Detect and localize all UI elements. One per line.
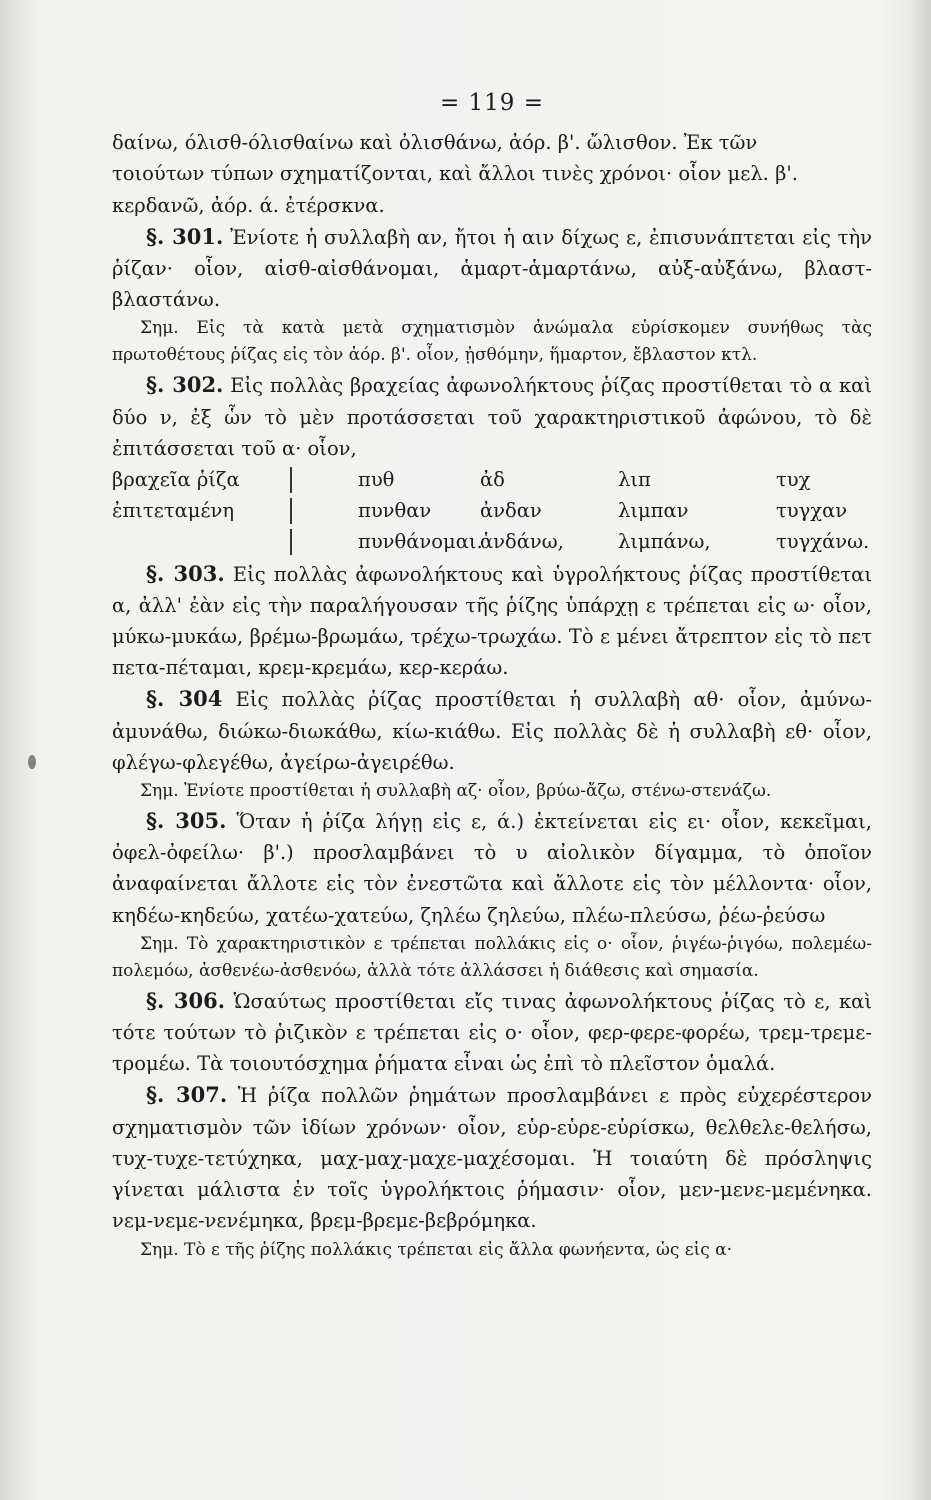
table-brace — [290, 498, 358, 524]
table-label-extended: ἐπιτεταμένη — [112, 499, 235, 523]
continued-line-3: κερδανῶ, ἀόρ. ά. ἐτέρσκνα. — [112, 193, 385, 217]
section-307 — [112, 1079, 872, 1236]
section-302 — [112, 369, 872, 464]
section-306 — [112, 985, 872, 1080]
note-4: Σημ. Τὸ ε τῆς ῥίζης πολλάκις τρέπεται εἰς ἄλλα φωνήεντα, ὡς εἰς α· — [140, 1239, 733, 1260]
ink-smudge — [28, 755, 36, 769]
table-cell: τυχ — [776, 468, 811, 492]
table-brace — [290, 529, 358, 555]
section-text: Ὅταν ἡ ῥίζα λήγῃ εἰς ε, ά.) ἐκτείνεται εἰς ει· οἷον, κεκεῖμαι, ὀφελ-ὀφείλω· β'.) προσλαμβάνει τὸ υ αἰολικὸν δίγαμμα, τὸ ὁποῖον ἀναφαίνεται ἄλλοτε εἰς τὸν ἐνεστῶτα καὶ ἄλλοτε εἰς τὸν μέλλοντα· οἷον, κηδέω-κηδεύω, χατέω-χατεύω, ζηλέω ζηλεύω, πλέω-πλεύσω, ῥέω-ῥεύσω — [112, 810, 872, 927]
section-303 — [112, 558, 872, 684]
section-text: Εἰς πολλὰς ῥίζας προστίθεται ἡ συλλαβὴ αθ· οἷον, ἀμύνω-ἀμυνάθω, διώκω-διωκάθω, κίω-κιάθω. Εἰς πολλὰς δὲ ἡ συλλαβὴ εθ· οἷον, φλέγω-φλεγέθω, ἀγείρω-ἀγειρέθω. — [112, 688, 872, 774]
section-text: Ὡσαύτως προστίθεται εἴς τινας ἀφωνολήκτους ῥίζας τὸ ε, καὶ τότε τούτων τὸ ῥιζικὸν ε τρέπεται εἰς ο· οἷον, φερ-φερε-φορέω, τρεμ-τρεμε-τρομέω. Τὰ τοιουτόσχημα ῥήματα εἶναι ὡς ἐπὶ τὸ πλεῖστον ὁμαλά. — [112, 989, 872, 1076]
table-cell: πυθ — [358, 468, 395, 492]
section-301 — [112, 221, 872, 316]
section-text: Ἡ ῥίζα πολλῶν ῥημάτων προσλαμβάνει ε πρὸς εὐχερέστερον σχηματισμὸν τῶν ἰδίων χρόνων· οἷον, εὑρ-εὑρε-εὑρίσκω, θελθελε-θελήσω, τυχ-τυχε-τετύχηκα, μαχ-μαχ-μαχε-μαχέσομαι. Ἡ τοιαύτη δὲ πρόσληψις γίνεται μάλιστα ἐν τοῖς ὑγρολήκτοις ῥήμασιν· οἷον, μεν-μενε-μεμένηκα. νεμ-νεμε-νενέμηκα, βρεμ-βρεμε-βεβρόμηκα. — [112, 1084, 872, 1233]
section-text: Εἰς πολλὰς ἀφωνολήκτους καὶ ὑγρολήκτους ῥίζας προστίθεται α, ἀλλ' ἐὰν εἰς τὴν παραλήγουσαν τῆς ῥίζης ὑπάρχῃ ε τρέπεται εἰς ω· οἷον, μύκω-μυκάω, βρέμω-βρωμάω, τρέχω-τρωχάω. Τὸ ε μένει ἄτρεπτον εἰς τὸ πετ πετα-πέταμαι, κρεμ-κρεμάω, κερ-κεράω. — [112, 562, 872, 680]
table-cell: τυγχάνω. — [776, 530, 870, 554]
note-2: Σημ. Ἐνίοτε προστίθεται ἡ συλλαβὴ αζ· οἷον, βρύω-ἄζω, στένω-στενάζω. — [140, 781, 772, 802]
section-text: Εἰς πολλὰς βραχείας ἀφωνολήκτους ῥίζας προστίθεται τὸ α καὶ δύο ν, ἐξ ὧν τὸ μὲν προτάσσεται τοῦ χαρακτηριστικοῦ ἀφώνου, τὸ δὲ ἐπιτάσσεται τοῦ α· οἷον, — [112, 374, 872, 460]
note-1: Σημ. Εἰς τὰ κατὰ μετὰ σχηματισμὸν ἀνώμαλα εὑρίσκομεν συνήθως τὰς πρωτοθέτους ῥίζας εἰς τὸν ἀόρ. β'. οἷον, ᾐσθόμην, ἥμαρτον, ἔβλαστον κτλ. — [112, 318, 872, 366]
note-3: Σημ. Τὸ χαρακτηριστικὸν ε τρέπεται πολλάκις εἰς ο· οἷον, ῥιγέω-ῥιγόω, πολεμέω-πολεμόω, ἀσθενέω-ἀσθενόω, ἀλλὰ τότε ἀλλάσσει ἡ διάθεσις καὶ σημασία. — [112, 933, 872, 981]
table-empty-label — [112, 526, 262, 557]
section-number: §. 307. — [146, 1082, 228, 1108]
section-text: Ἐνίοτε ἡ συλλαβὴ αν, ἤτοι ἡ αιν δίχως ε, ἐπισυνάπτεται εἰς τὴν ῥίζαν· οἷον, αἰσθ-αἰσθάνομαι, ἁμαρτ-ἁμαρτάνω, αὐξ-αὐξάνω, βλαστ-βλαστάνω. — [112, 225, 872, 312]
section-number: §. 301. — [146, 223, 224, 249]
continued-line-2: τοιούτων τύπων σχηματίζονται, καὶ ἄλλοι τινὲς χρόνοι· οἷον μελ. β'. — [112, 162, 798, 186]
table-label-short-root: βραχεῖα ῥίζα — [112, 468, 240, 492]
section-305 — [112, 805, 872, 931]
root-table — [112, 464, 872, 558]
continued-line-1: δαίνω, όλισθ-όλισθαίνω καὶ ὀλισθάνω, ἀόρ. β'. ὤλισθον. Ἐκ τῶν — [112, 131, 758, 155]
table-cell: λιμπάνω, — [618, 530, 711, 554]
table-cell: πυνθάνομαι. — [358, 530, 483, 554]
table-cell: λιμπαν — [618, 499, 689, 523]
table-cell: ἁνδάνω, — [480, 530, 564, 554]
table-cell: τυγχαν — [776, 499, 848, 523]
page-edge-shadow — [909, 0, 931, 1500]
table-cell: ἀνδαν — [480, 499, 542, 523]
table-cell: λιπ — [618, 468, 651, 492]
table-cell: ἀδ — [480, 468, 505, 492]
page-number: = 119 = — [439, 90, 545, 116]
section-number: §. 306. — [146, 987, 226, 1013]
table-cell: πυνθαν — [358, 499, 432, 523]
section-number: §. 302. — [146, 372, 224, 398]
table-brace — [290, 467, 358, 493]
section-304 — [112, 683, 872, 778]
page-text — [112, 88, 872, 1264]
section-number: §. 305. — [146, 808, 227, 834]
section-number: §. 304 — [146, 686, 223, 712]
section-number: §. 303. — [146, 560, 225, 586]
